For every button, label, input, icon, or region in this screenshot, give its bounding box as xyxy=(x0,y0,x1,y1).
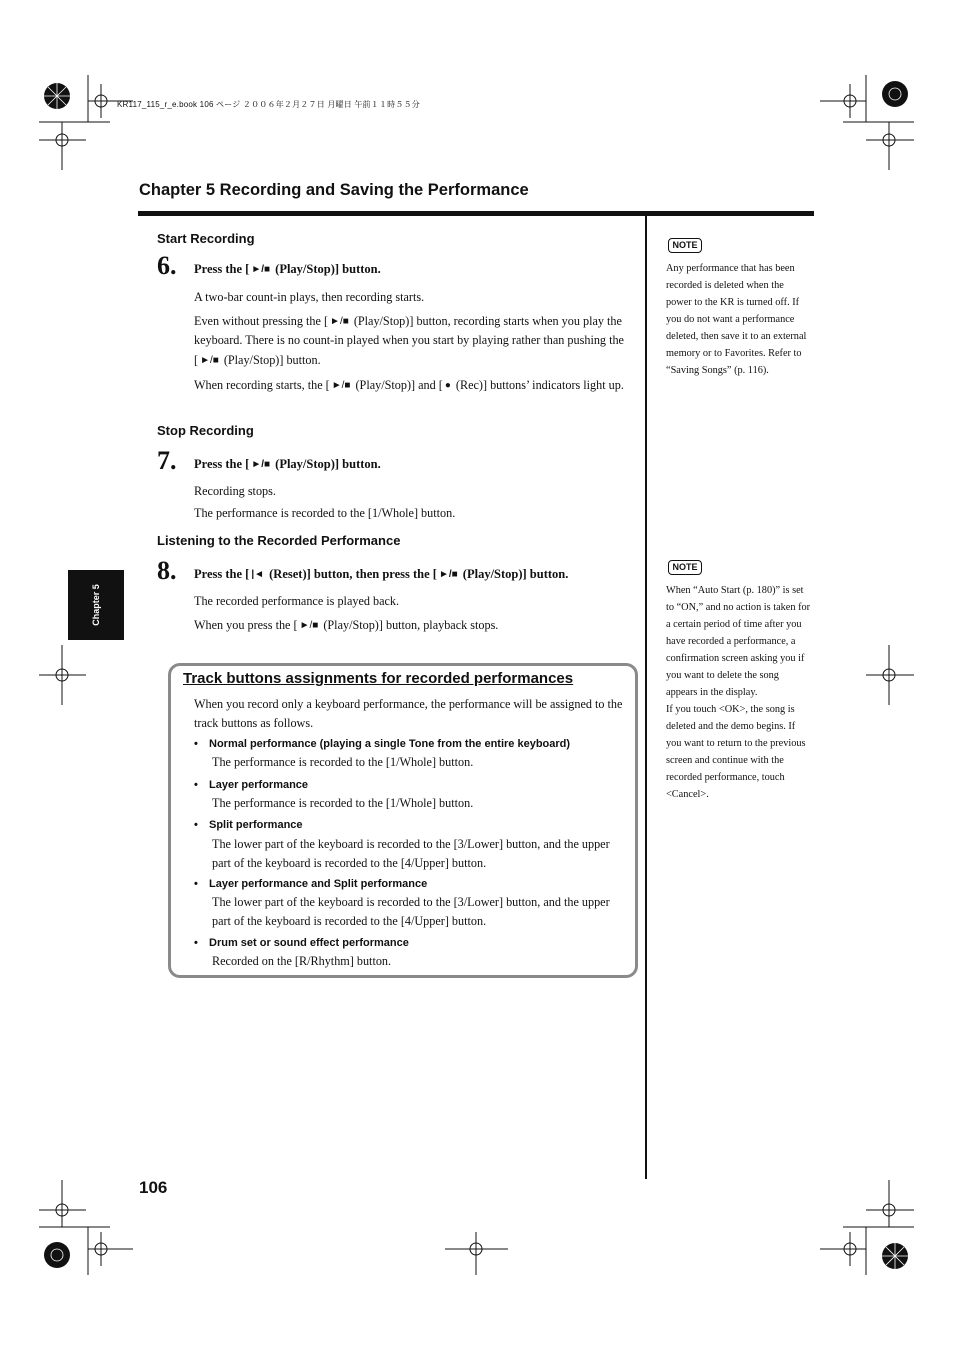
track-item-body: The performance is recorded to the [1/Whole] button. xyxy=(212,755,474,769)
step-number-8: 8. xyxy=(157,556,177,585)
track-item-head: Layer performance and Split performance xyxy=(209,878,428,890)
para2-part-b: (Play/Stop)] button, recording starts when you play the keyboard. There is no count-in played when you start by playing rather than pushing the [ xyxy=(194,314,624,367)
step-6-text xyxy=(194,262,381,277)
track-item-body: The lower part of the keyboard is recorded to the [3/Lower] button, and the upper part of the keyboard is recorded to the [4/Upper] button. xyxy=(212,837,610,870)
chapter-side-tab xyxy=(68,570,124,640)
track-box-intro: When you record only a keyboard performance, the performance will be assigned to the track buttons as follows. xyxy=(194,697,623,731)
track-box-title: Track buttons assignments for recorded performances xyxy=(183,670,574,687)
bullet: • xyxy=(194,937,198,949)
column-divider xyxy=(645,216,647,1179)
page-number: 106 xyxy=(139,1178,168,1197)
play-stop-icon: ►/■ xyxy=(251,459,271,470)
track-item-head: Drum set or sound effect performance xyxy=(209,937,409,949)
track-item-head: Layer performance xyxy=(209,779,309,791)
play-stop-icon: ►/■ xyxy=(438,569,458,580)
bullet: • xyxy=(194,878,198,890)
reset-icon: |◄ xyxy=(251,569,265,580)
play-stop-icon: ►/■ xyxy=(330,316,349,327)
para3-part-b: (Play/Stop)] and [ xyxy=(355,378,443,392)
note-badge: NOTE xyxy=(668,238,702,253)
play-stop-icon: ►/■ xyxy=(331,380,351,391)
play-stop-icon: ►/■ xyxy=(251,264,271,275)
bullet: • xyxy=(194,738,198,750)
play-stop-icon: ►/■ xyxy=(299,620,319,631)
play-stop-icon: ►/■ xyxy=(200,354,219,366)
step-6-pre: Press the [ xyxy=(194,262,250,276)
note-text: When “Auto Start (p. 180)” is set to “ON,” and no action is taken for a certain period of time after you have recorded a performance, a confirmation screen asking you if you want to delete the song appears in the display. If you touch <OK>, the song is deleted and the demo begins. If you want to return to the previous screen and continue with the recorded performance, touch <Cancel>. xyxy=(666,585,811,800)
track-item-body: The performance is recorded to the [1/Whole] button. xyxy=(212,796,474,810)
track-item-head: Normal performance (playing a single Tone from the entire keyboard) xyxy=(209,738,571,750)
stop-recording-para-1: Recording stops. xyxy=(194,484,276,498)
chapter-title: Chapter 5 Recording and Saving the Performance xyxy=(139,181,529,199)
para2-part-c: (Play/Stop)] button. xyxy=(223,352,321,367)
rec-icon: ● xyxy=(444,380,451,391)
step-7-post: (Play/Stop)] button. xyxy=(275,457,381,471)
stop-recording-para-2: The performance is recorded to the [1/Whole] button. xyxy=(194,506,456,520)
step-number-7: 7. xyxy=(157,446,177,475)
para2-part-a: Even without pressing the [ xyxy=(194,314,329,328)
track-item-head: Split performance xyxy=(209,819,303,831)
title-rule xyxy=(138,211,814,216)
step-number-6: 6. xyxy=(157,251,177,280)
start-recording-para-2 xyxy=(194,312,630,370)
listening-para2-a: When you press the [ xyxy=(194,618,298,632)
step-8-text xyxy=(194,567,568,582)
section-heading-stop-recording: Stop Recording xyxy=(157,423,254,438)
step-8-part-a: Press the [ xyxy=(194,567,250,581)
step-7-text xyxy=(194,457,381,472)
note-badge: NOTE xyxy=(668,560,702,575)
para3-part-c: (Rec)] buttons’ indicators light up. xyxy=(455,378,624,392)
file-info-header: KR117_115_r_e.book 106 ページ ２００６年２月２７日 月曜日 午前１１時５５分 xyxy=(117,100,420,109)
bullet: • xyxy=(194,779,198,791)
note-text: Any performance that has been recorded is deleted when the power to the KR is turned off. If you do not want a performance deleted, then save it to an external memory or to Favorites. Refer to “Saving Songs” (p. 116). xyxy=(666,263,807,376)
bullet: • xyxy=(194,819,198,831)
section-heading-listening: Listening to the Recorded Performance xyxy=(157,533,401,548)
section-heading-start-recording: Start Recording xyxy=(157,231,255,246)
step-7-pre: Press the [ xyxy=(194,457,250,471)
listening-para-2 xyxy=(194,616,630,635)
listening-para2-b: (Play/Stop)] button, playback stops. xyxy=(323,618,499,632)
step-8-part-c: (Play/Stop)] button. xyxy=(462,567,569,581)
side-tab-label: Chapter 5 xyxy=(91,584,101,626)
track-item-body: The lower part of the keyboard is recorded to the [3/Lower] button, and the upper part of the keyboard is recorded to the [4/Upper] button. xyxy=(212,895,610,928)
step-6-post: (Play/Stop)] button. xyxy=(275,262,381,276)
step-8-part-b: (Reset)] button, then press the [ xyxy=(269,567,437,581)
track-item-body: Recorded on the [R/Rhythm] button. xyxy=(212,954,392,968)
para3-part-a: When recording starts, the [ xyxy=(194,378,330,392)
listening-para-1: The recorded performance is played back. xyxy=(194,594,400,608)
start-recording-para-1: A two-bar count-in plays, then recording starts. xyxy=(194,290,425,304)
start-recording-para-3 xyxy=(194,376,630,395)
